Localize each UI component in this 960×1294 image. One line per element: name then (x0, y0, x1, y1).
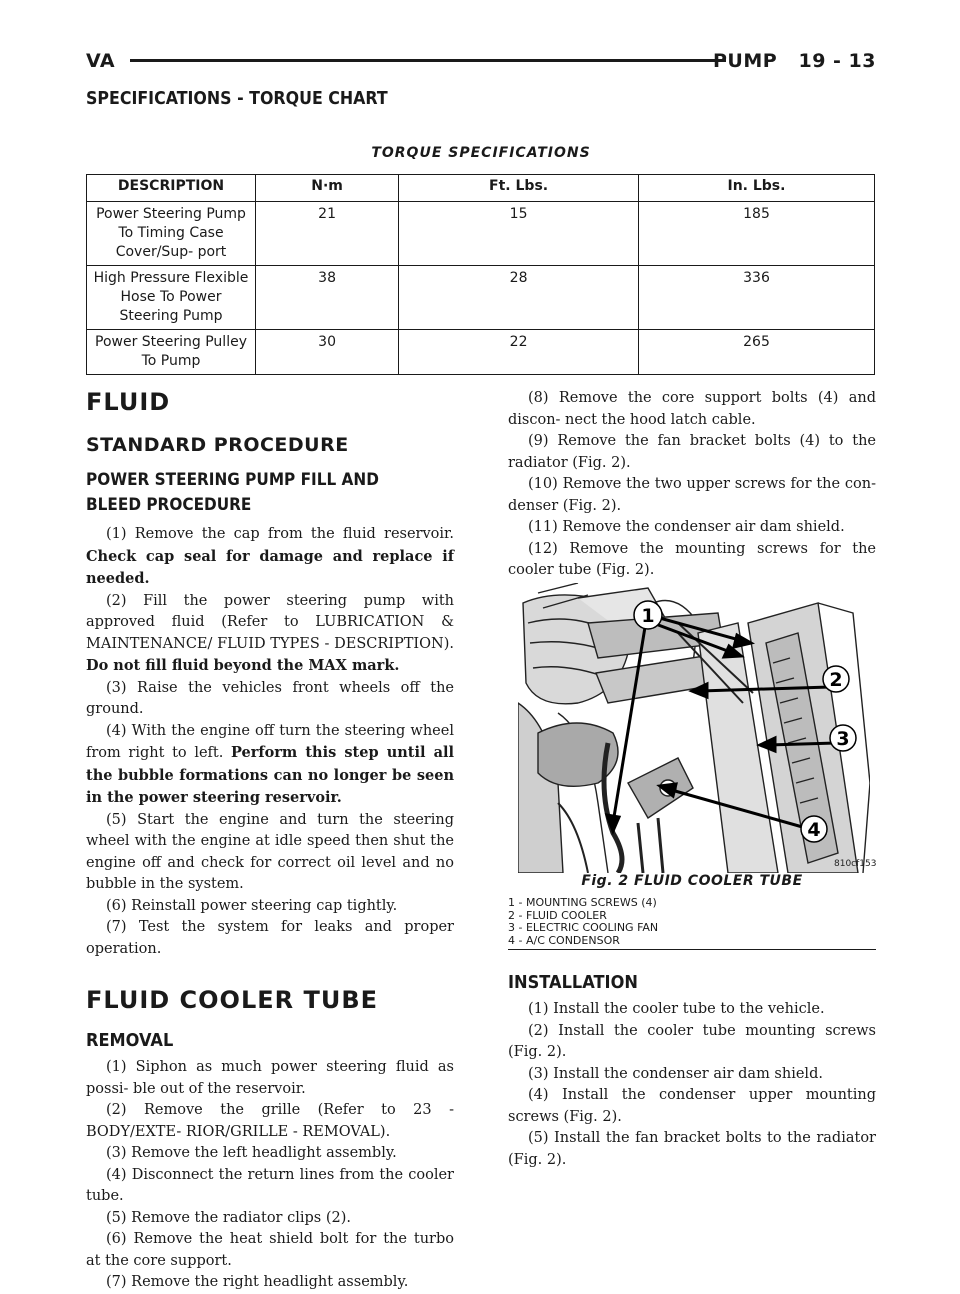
header-rule (130, 59, 726, 62)
cell-nm: 30 (256, 330, 399, 375)
fluid-cooler-tube-heading: FLUID COOLER TUBE (86, 986, 379, 1014)
removal-heading: REMOVAL (86, 1030, 174, 1051)
cell-ft-lbs: 15 (399, 202, 639, 266)
callout-2: 2 (829, 669, 843, 691)
removal-step: (2) Remove the grille (Refer to 23 - BODY/EXTE- RIOR/GRILLE - REMOVAL). (86, 1102, 454, 1140)
fluid-step: (4) With the engine off turn the steering wheel from right to left. Perform this step until all the bubble formations can no longer be seen in the power steering reservoir. (86, 722, 454, 806)
fluid-step: (5) Start the engine and turn the steering wheel with the engine at idle speed then shut the engine off and check for correct oil level and no bubble in the system. (86, 811, 454, 892)
fluid-step: (3) Raise the vehicles front wheels off the ground. (86, 679, 454, 717)
figure-caption: Fig. 2 FLUID COOLER TUBE (581, 873, 803, 889)
table-row (87, 266, 875, 330)
installation-step: (4) Install the condenser upper mounting screws (Fig. 2). (508, 1087, 876, 1125)
removal-step: (6) Remove the heat shield bolt for the turbo at the core support. (86, 1231, 454, 1269)
removal-step: (8) Remove the core support bolts (4) and discon- nect the hood latch cable. (508, 390, 876, 428)
installation-step: (1) Install the cooler tube to the vehicle. (528, 1001, 825, 1017)
page-header (86, 44, 876, 78)
figure-code: 810cf153 (834, 859, 877, 869)
legend-item: 4 - A/C CONDENSOR (508, 933, 620, 947)
figure-legend (508, 897, 876, 950)
cell-nm: 21 (256, 202, 399, 266)
installation-step: (2) Install the cooler tube mounting screws (Fig. 2). (508, 1022, 876, 1060)
table-row (87, 202, 875, 266)
removal-step: (10) Remove the two upper screws for the con- denser (Fig. 2). (508, 476, 876, 514)
col-header-description: DESCRIPTION (87, 175, 256, 202)
cell-ft-lbs: 28 (399, 266, 639, 330)
installation-step: (3) Install the condenser air dam shield. (528, 1065, 823, 1082)
cell-nm: 38 (256, 266, 399, 330)
legend-item: 1 - MOUNTING SCREWS (4) (508, 896, 657, 909)
callout-1: 1 (641, 605, 655, 627)
standard-procedure-heading: STANDARD PROCEDURE (86, 434, 349, 456)
fill-bleed-procedure-heading: POWER STEERING PUMP FILL AND BLEED PROCEDURE (86, 470, 379, 515)
fluid-cooler-tube-illustration (518, 583, 870, 873)
removal-step: (9) Remove the fan bracket bolts (4) to the radiator (Fig. 2). (508, 433, 876, 471)
fluid-step: (1) Remove the cap from the fluid reservoir. Check cap seal for damage and replace if needed. (86, 526, 454, 587)
cell-description: Power Steering Pulley To Pump (87, 330, 256, 375)
removal-step: (4) Disconnect the return lines from the cooler tube. (86, 1166, 454, 1204)
cell-description: High Pressure Flexible Hose To Power Steering Pump (87, 266, 256, 330)
torque-table (86, 174, 875, 375)
table-caption: TORQUE SPECIFICATIONS (371, 145, 591, 161)
table-row (87, 330, 875, 375)
cell-in-lbs: 265 (638, 330, 874, 375)
callout-3: 3 (836, 728, 850, 750)
figure-fluid-cooler-tube (508, 583, 876, 955)
header-model: VA (86, 50, 116, 72)
col-header-in-lbs: In. Lbs. (638, 175, 874, 202)
removal-step: (5) Remove the radiator clips (2). (106, 1209, 351, 1226)
table-header-row (87, 175, 875, 202)
legend-item: 3 - ELECTRIC COOLING FAN (508, 921, 659, 934)
fluid-step: (2) Fill the power steering pump with approved fluid (Refer to LUBRICATION & MAINTENANCE/ FLUID TYPES - DESCRIPTION). Do not fill fluid beyond the MAX mark. (86, 592, 454, 674)
removal-step: (12) Remove the mounting screws for the cooler tube (Fig. 2). (508, 540, 876, 578)
cell-ft-lbs: 22 (399, 330, 639, 375)
fluid-step: (7) Test the system for leaks and proper operation. (86, 919, 454, 957)
installation-heading: INSTALLATION (508, 972, 638, 993)
removal-step: (1) Siphon as much power steering fluid as possi- ble out of the reservoir. (86, 1059, 454, 1097)
section-title: SPECIFICATIONS - TORQUE CHART (86, 88, 388, 109)
right-column (508, 388, 876, 603)
left-column (86, 388, 454, 1294)
installation-step: (5) Install the fan bracket bolts to the radiator (Fig. 2). (508, 1130, 876, 1168)
fluid-step: (6) Reinstall power steering cap tightly. (106, 897, 398, 914)
removal-step: (7) Remove the right headlight assembly. (106, 1274, 409, 1290)
col-header-ft-lbs: Ft. Lbs. (399, 175, 639, 202)
cell-in-lbs: 185 (638, 202, 874, 266)
col-header-nm: N·m (256, 175, 399, 202)
callout-4: 4 (807, 819, 821, 841)
removal-step: (11) Remove the condenser air dam shield. (528, 519, 845, 535)
removal-step: (3) Remove the left headlight assembly. (106, 1145, 397, 1161)
installation-section (508, 970, 876, 1171)
fluid-heading: FLUID (86, 388, 171, 416)
cell-description: Power Steering Pump To Timing Case Cover/Sup- port (87, 202, 256, 266)
header-page-number: PUMP 19 - 13 (712, 50, 876, 72)
cell-in-lbs: 336 (638, 266, 874, 330)
legend-item: 2 - FLUID COOLER (508, 908, 607, 922)
